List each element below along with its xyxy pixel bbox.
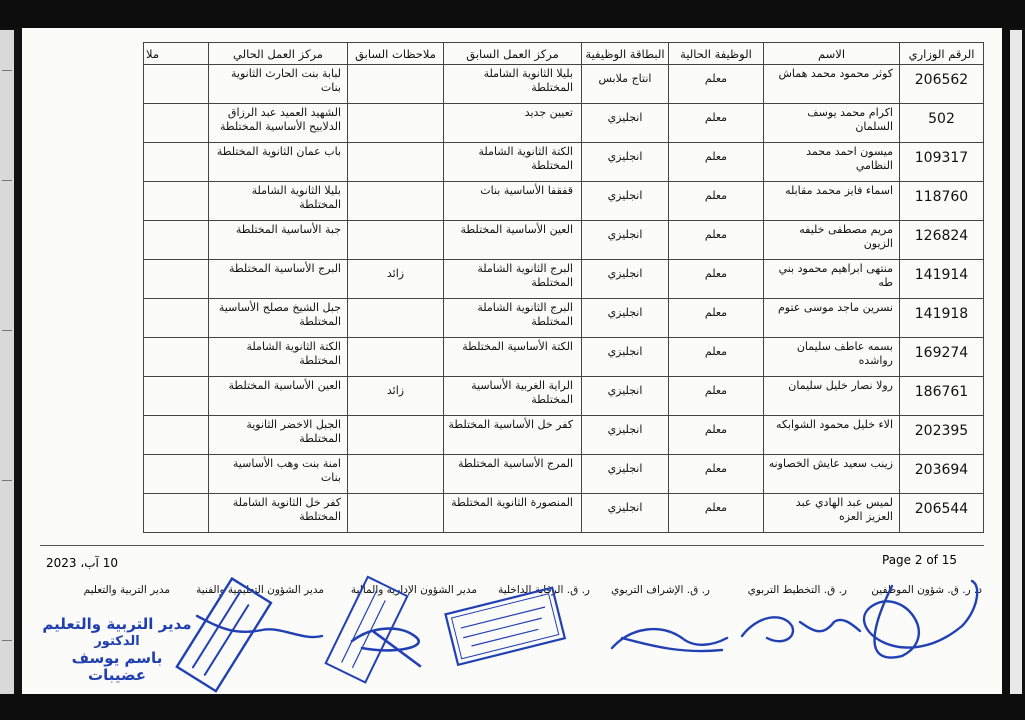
header-ministry-id: الرقم الوزاري bbox=[900, 43, 984, 65]
header-name: الاسم bbox=[764, 43, 900, 65]
cell-current-job: معلم bbox=[669, 104, 764, 143]
signature-hr bbox=[864, 581, 977, 658]
header-previous-notes: ملاحظات السابق bbox=[348, 43, 444, 65]
header-current-job: الوظيفة الحالية bbox=[669, 43, 764, 65]
cell-current-center: امنة بنت وهب الأساسية بنات bbox=[209, 455, 348, 494]
cell-previous-notes: زائد bbox=[348, 260, 444, 299]
cell-name: زينب سعيد عايش الخصاونه bbox=[764, 455, 900, 494]
cell-current-job: معلم bbox=[669, 221, 764, 260]
cell-current-center: لبابة بنت الحارث الثانوية بنات bbox=[209, 65, 348, 104]
cell-job-card: انجليزي bbox=[582, 455, 669, 494]
signatory-supervision: ر. ق. الإشراف التربوي bbox=[611, 584, 710, 596]
cell-current-job: معلم bbox=[669, 143, 764, 182]
cell-current-job: معلم bbox=[669, 494, 764, 533]
header-current-center: مركز العمل الحالي bbox=[209, 43, 348, 65]
cell-ministry-id: 141914 bbox=[900, 260, 984, 299]
cell-name: رولا نصار خليل سليمان bbox=[764, 377, 900, 416]
scan-border-bottom bbox=[0, 694, 1025, 720]
cell-ministry-id: 203694 bbox=[900, 455, 984, 494]
signatory-education-tech: مدير الشؤون التعليمية والفنية bbox=[196, 584, 324, 596]
signature-supervision bbox=[612, 629, 727, 651]
signatory-internal-audit: ر. ق. الرقابة الداخلية bbox=[498, 584, 590, 596]
cell-current-job: معلم bbox=[669, 455, 764, 494]
document-page bbox=[22, 26, 1002, 694]
cell-job-card: انجليزي bbox=[582, 299, 669, 338]
cell-previous-center: الراية الغربية الأساسية المختلطة bbox=[444, 377, 582, 416]
cell-current-job: معلم bbox=[669, 338, 764, 377]
cell-previous-center: بليلا الثانوية الشاملة المختلطة bbox=[444, 65, 582, 104]
scan-right-edge bbox=[1010, 30, 1022, 694]
cell-previous-center: الكتة الثانوية الشاملة المختلطة bbox=[444, 143, 582, 182]
cell-name: مريم مصطفى خليفه الزيون bbox=[764, 221, 900, 260]
scan-border-top bbox=[0, 0, 1025, 28]
cell-previous-center: المرج الأساسية المختلطة bbox=[444, 455, 582, 494]
cell-job-card: انجليزي bbox=[582, 143, 669, 182]
scan-border-right bbox=[1002, 0, 1010, 720]
official-stamp-rect bbox=[445, 588, 564, 665]
cell-name: اسماء فايز محمد مقابله bbox=[764, 182, 900, 221]
signature-planning bbox=[742, 617, 860, 641]
cell-current-job: معلم bbox=[669, 377, 764, 416]
signatures-and-stamps bbox=[22, 26, 1002, 694]
cell-ministry-id: 206562 bbox=[900, 65, 984, 104]
footer-page-number: Page 2 of 15 bbox=[882, 553, 957, 567]
cell-ministry-id: 126824 bbox=[900, 221, 984, 260]
cell-job-card: انجليزي bbox=[582, 182, 669, 221]
cell-previous-center: البرج الثانوية الشاملة المختلطة bbox=[444, 260, 582, 299]
cell-current-center: البرج الأساسية المختلطة bbox=[209, 260, 348, 299]
director-stamp-line3: باسم يوسف عضيبات bbox=[71, 649, 163, 684]
cell-ministry-id: 502 bbox=[900, 104, 984, 143]
header-previous-center: مركز العمل السابق bbox=[444, 43, 582, 65]
cell-current-center: الجبل الاخضر الثانوية المختلطة bbox=[209, 416, 348, 455]
director-stamp bbox=[42, 616, 192, 684]
cell-previous-center: قفقفا الأساسية بنات bbox=[444, 182, 582, 221]
cell-job-card: انجليزي bbox=[582, 221, 669, 260]
cell-ministry-id: 118760 bbox=[900, 182, 984, 221]
cell-current-center: العين الأساسية المختلطة bbox=[209, 377, 348, 416]
cell-job-card: انجليزي bbox=[582, 260, 669, 299]
cell-ministry-id: 169274 bbox=[900, 338, 984, 377]
director-stamp-line1: مدير التربية والتعليم bbox=[42, 615, 192, 633]
signatory-admin-finance: مدير الشؤون الإدارية والمالية bbox=[350, 584, 477, 596]
signature-admin bbox=[352, 629, 420, 666]
scan-left-edge bbox=[0, 30, 14, 694]
footer-date: 10 آب، 2023 bbox=[46, 556, 118, 570]
cell-name: بسمه عاطف سليمان رواشده bbox=[764, 338, 900, 377]
cell-current-center: بليلا الثانوية الشاملة المختلطة bbox=[209, 182, 348, 221]
cell-ministry-id: 202395 bbox=[900, 416, 984, 455]
cell-ministry-id: 186761 bbox=[900, 377, 984, 416]
cell-previous-center: البرج الثانوية الشاملة المختلطة bbox=[444, 299, 582, 338]
cell-current-center: الشهيد العميد عبد الرزاق الدلابيح الأساسية المختلطة bbox=[209, 104, 348, 143]
cell-ministry-id: 141918 bbox=[900, 299, 984, 338]
signatory-hr: د. ر. ق. شؤون الموظفين bbox=[871, 584, 982, 596]
cell-name: منتهى ابراهيم محمود بني طه bbox=[764, 260, 900, 299]
cell-ministry-id: 206544 bbox=[900, 494, 984, 533]
cell-current-center: الكتة الثانوية الشاملة المختلطة bbox=[209, 338, 348, 377]
cell-current-center: جبة الأساسية المختلطة bbox=[209, 221, 348, 260]
cell-name: اكرام محمد يوسف السلمان bbox=[764, 104, 900, 143]
cell-job-card: انجليزي bbox=[582, 338, 669, 377]
header-job-card: البطاقة الوظيفية bbox=[582, 43, 669, 65]
signatory-director: مدير التربية والتعليم bbox=[83, 584, 170, 596]
cell-current-center: جبل الشيخ مصلح الأساسية المختلطة bbox=[209, 299, 348, 338]
signatory-planning: ر. ق. التخطيط التربوي bbox=[747, 584, 847, 596]
cell-ministry-id: 109317 bbox=[900, 143, 984, 182]
cell-current-job: معلم bbox=[669, 182, 764, 221]
cell-previous-center: تعيين جديد bbox=[444, 104, 582, 143]
cell-previous-center: كفر خل الأساسية المختلطة bbox=[444, 416, 582, 455]
cell-name: كوثر محمود محمد هماش bbox=[764, 65, 900, 104]
director-stamp-line2: الدكتور bbox=[94, 634, 140, 649]
cell-name: لميس عبد الهادي عبد العزيز العزه bbox=[764, 494, 900, 533]
cell-current-center: كفر خل الثانوية الشاملة المختلطة bbox=[209, 494, 348, 533]
cell-previous-center: الكتة الأساسية المختلطة bbox=[444, 338, 582, 377]
cell-current-job: معلم bbox=[669, 416, 764, 455]
header-notes-cut: ملا bbox=[144, 43, 209, 65]
cell-previous-center: العين الأساسية المختلطة bbox=[444, 221, 582, 260]
cell-current-job: معلم bbox=[669, 299, 764, 338]
cell-current-job: معلم bbox=[669, 260, 764, 299]
cell-previous-center: المنصورة الثانوية المختلطة bbox=[444, 494, 582, 533]
cell-current-center: باب عمان الثانوية المختلطة bbox=[209, 143, 348, 182]
cell-job-card: انجليزي bbox=[582, 104, 669, 143]
cell-job-card: انجليزي bbox=[582, 377, 669, 416]
cell-job-card: انجليزي bbox=[582, 416, 669, 455]
cell-current-job: معلم bbox=[669, 65, 764, 104]
cell-name: الاء خليل محمود الشوابكه bbox=[764, 416, 900, 455]
cell-name: ميسون احمد محمد النظامي bbox=[764, 143, 900, 182]
cell-job-card: انتاج ملابس bbox=[582, 65, 669, 104]
cell-job-card: انجليزي bbox=[582, 494, 669, 533]
cell-previous-notes: زائد bbox=[348, 377, 444, 416]
cell-name: نسرين ماجد موسى عتوم bbox=[764, 299, 900, 338]
